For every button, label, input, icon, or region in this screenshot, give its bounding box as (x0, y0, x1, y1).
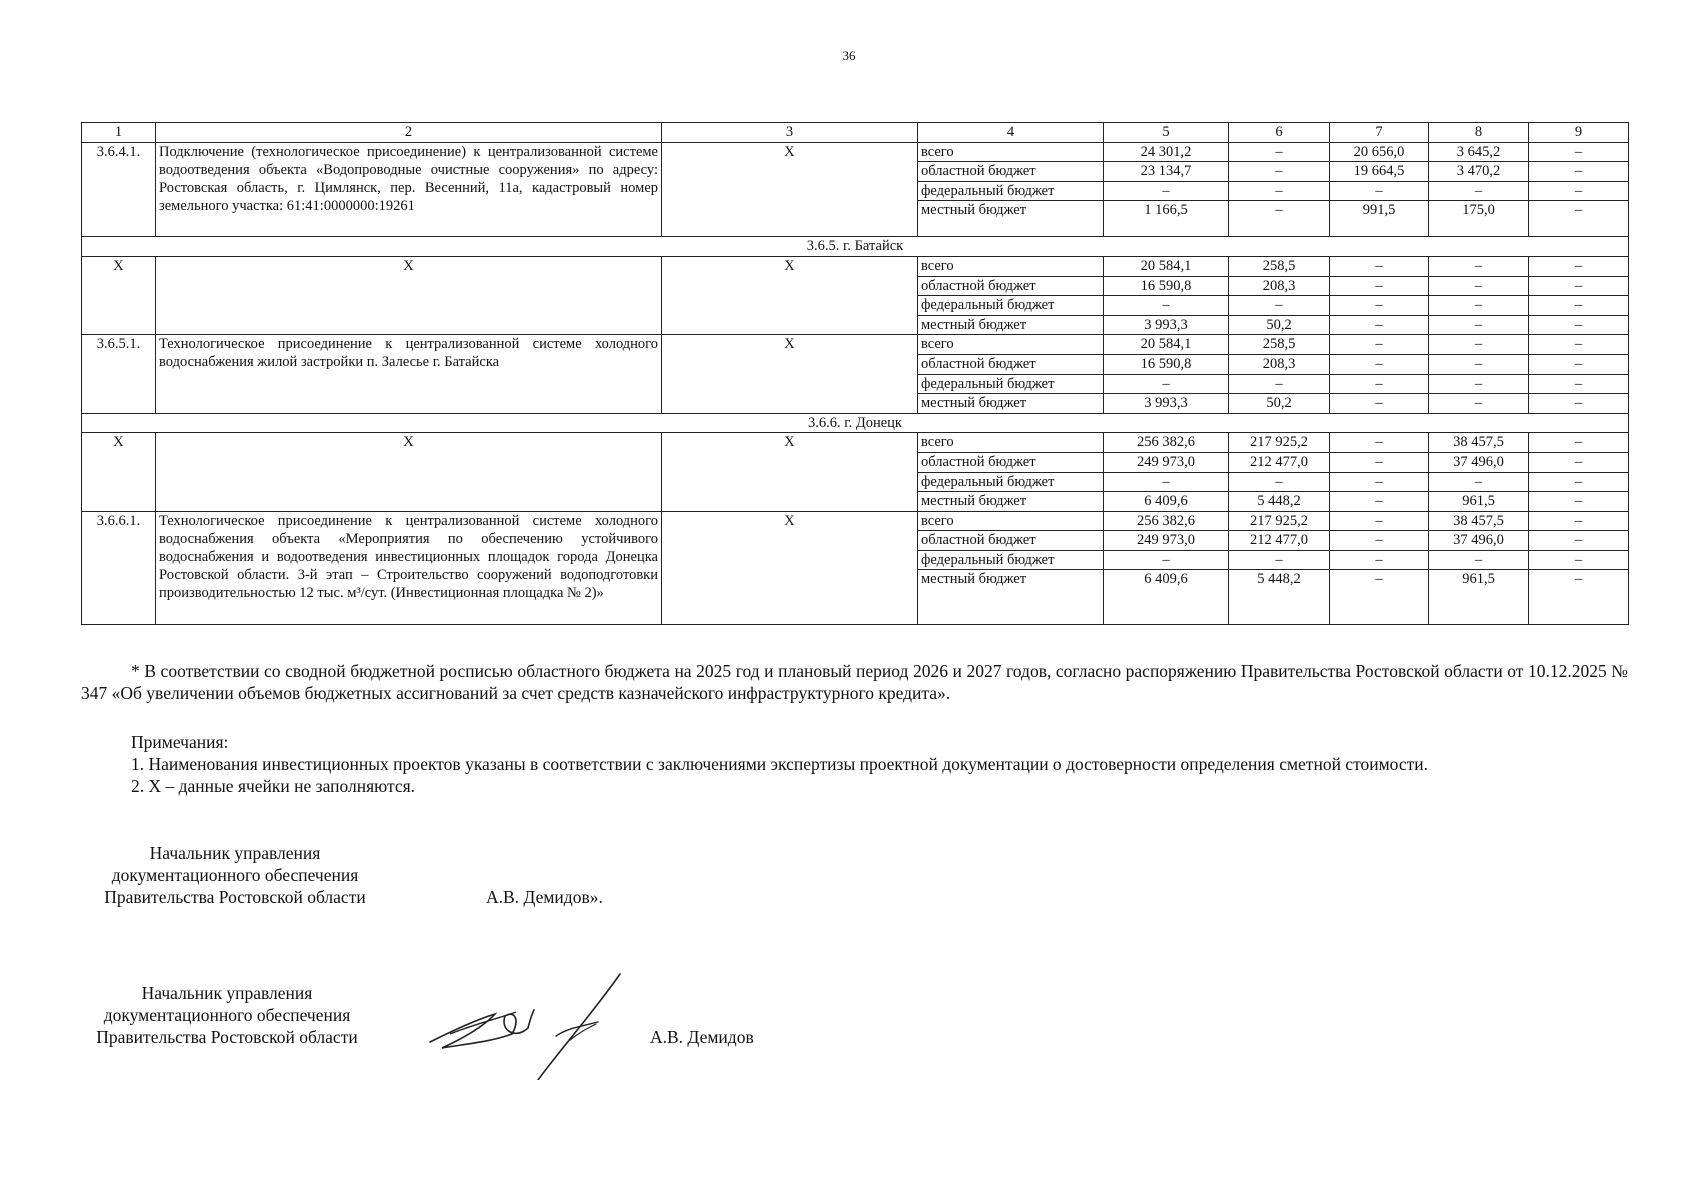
amount-cell: – (1104, 181, 1229, 201)
column-3-value: Х (662, 256, 918, 334)
section-row (82, 413, 1629, 433)
column-header: 5 (1104, 123, 1229, 143)
item-description: Технологическое присоединение к централизованной системе холодного водоснабжения жилой застройки п. Залесье г. Батайска (156, 335, 662, 413)
budget-source-label: всего (918, 433, 1104, 453)
amount-cell: – (1529, 394, 1629, 414)
amount-cell: – (1104, 472, 1229, 492)
amount-cell: – (1429, 181, 1529, 201)
budget-source-label: всего (918, 142, 1104, 162)
position-line: Правительства Ростовской области (96, 1027, 358, 1047)
amount-cell: – (1529, 433, 1629, 453)
amount-cell: – (1529, 472, 1629, 492)
budget-source-label: областной бюджет (918, 531, 1104, 551)
column-header: 2 (156, 123, 662, 143)
amount-cell: – (1229, 142, 1330, 162)
amount-cell: – (1529, 550, 1629, 570)
total-marker: Х (82, 433, 156, 511)
column-3-value: Х (662, 511, 918, 625)
position-line: Начальник управления (149, 843, 321, 863)
amount-cell: – (1330, 256, 1429, 276)
amount-cell: – (1529, 296, 1629, 316)
amount-cell: – (1429, 256, 1529, 276)
column-3-value: Х (662, 335, 918, 413)
notes-title: Примечания: (131, 732, 229, 752)
amount-cell: – (1330, 394, 1429, 414)
amount-cell: 16 590,8 (1104, 276, 1229, 296)
amount-cell: – (1429, 354, 1529, 374)
amount-cell: – (1330, 511, 1429, 531)
amount-cell: 24 301,2 (1104, 142, 1229, 162)
amount-cell: – (1529, 570, 1629, 625)
section-title: 3.6.5. г. Батайск (82, 237, 1629, 257)
item-number: 3.6.6.1. (82, 511, 156, 625)
amount-cell: 20 584,1 (1104, 256, 1229, 276)
amount-cell: 961,5 (1429, 492, 1529, 512)
amount-cell: 217 925,2 (1229, 511, 1330, 531)
amount-cell: 19 664,5 (1330, 162, 1429, 182)
amount-cell: – (1330, 374, 1429, 394)
table-header-row (82, 123, 1629, 143)
budget-source-label: всего (918, 335, 1104, 355)
amount-cell: 23 134,7 (1104, 162, 1229, 182)
budget-table (81, 122, 1629, 625)
budget-source-label: местный бюджет (918, 315, 1104, 335)
amount-cell: – (1529, 335, 1629, 355)
amount-cell: 38 457,5 (1429, 433, 1529, 453)
amount-cell: – (1330, 570, 1429, 625)
amount-cell: – (1529, 452, 1629, 472)
amount-cell: – (1529, 142, 1629, 162)
amount-cell: 991,5 (1330, 201, 1429, 237)
amount-cell: – (1529, 354, 1629, 374)
budget-source-label: всего (918, 511, 1104, 531)
amount-cell: 256 382,6 (1104, 433, 1229, 453)
amount-cell: – (1529, 374, 1629, 394)
handwritten-signature (420, 970, 650, 1080)
amount-cell: – (1330, 181, 1429, 201)
budget-source-label: областной бюджет (918, 452, 1104, 472)
amount-cell: 3 993,3 (1104, 315, 1229, 335)
amount-cell: – (1529, 492, 1629, 512)
position-line: Правительства Ростовской области (104, 887, 366, 907)
amount-cell: – (1229, 181, 1330, 201)
amount-cell: – (1429, 276, 1529, 296)
amount-cell: 50,2 (1229, 394, 1330, 414)
amount-cell: – (1330, 296, 1429, 316)
amount-cell: – (1229, 550, 1330, 570)
column-header: 6 (1229, 123, 1330, 143)
budget-source-label: местный бюджет (918, 394, 1104, 414)
note-item: 1. Наименования инвестиционных проектов указаны в соответствии с заключениями экспертизы проектной документации о достоверности определения сметной стоимости. (131, 754, 1429, 774)
amount-cell: 256 382,6 (1104, 511, 1229, 531)
column-header: 8 (1429, 123, 1529, 143)
amount-cell: – (1330, 276, 1429, 296)
amount-cell: – (1104, 550, 1229, 570)
amount-cell: – (1429, 315, 1529, 335)
table-row (82, 511, 1629, 531)
amount-cell: 258,5 (1229, 256, 1330, 276)
amount-cell: – (1330, 531, 1429, 551)
item-description: Подключение (технологическое присоединение) к централизованной системе водоотведения объекта «Водопроводные очистные сооружения» по адресу: Ростовская область, г. Цимлянск, пер. Весенний, 11а, кадастровый номер земельного участка: 61:41:0000000:19261 (156, 142, 662, 237)
budget-source-label: федеральный бюджет (918, 374, 1104, 394)
budget-source-label: федеральный бюджет (918, 296, 1104, 316)
amount-cell: – (1529, 162, 1629, 182)
position-line: Начальник управления (141, 983, 313, 1003)
amount-cell: 3 993,3 (1104, 394, 1229, 414)
amount-cell: – (1429, 550, 1529, 570)
amount-cell: 37 496,0 (1429, 531, 1529, 551)
amount-cell: 258,5 (1229, 335, 1330, 355)
amount-cell: – (1330, 472, 1429, 492)
amount-cell: – (1429, 296, 1529, 316)
table-row (82, 335, 1629, 355)
amount-cell: 3 645,2 (1429, 142, 1529, 162)
amount-cell: – (1330, 550, 1429, 570)
amount-cell: – (1104, 296, 1229, 316)
amount-cell: – (1529, 531, 1629, 551)
amount-cell: 1 166,5 (1104, 201, 1229, 237)
amount-cell: – (1229, 201, 1330, 237)
signature-block-position (72, 982, 382, 1048)
table-row (82, 256, 1629, 276)
item-number: 3.6.5.1. (82, 335, 156, 413)
amount-cell: – (1229, 162, 1330, 182)
amount-cell: 249 973,0 (1104, 452, 1229, 472)
table-row (82, 433, 1629, 453)
amount-cell: 20 584,1 (1104, 335, 1229, 355)
amount-cell: – (1330, 452, 1429, 472)
amount-cell: 5 448,2 (1229, 492, 1330, 512)
table-row (82, 142, 1629, 162)
amount-cell: – (1229, 296, 1330, 316)
notes (131, 731, 1428, 797)
amount-cell: 37 496,0 (1429, 452, 1529, 472)
position-line: документационного обеспечения (111, 865, 359, 885)
amount-cell: – (1330, 315, 1429, 335)
amount-cell: 20 656,0 (1330, 142, 1429, 162)
amount-cell: – (1529, 276, 1629, 296)
item-number: 3.6.4.1. (82, 142, 156, 237)
section-title: 3.6.6. г. Донецк (82, 413, 1629, 433)
budget-source-label: всего (918, 256, 1104, 276)
column-3-value: Х (662, 433, 918, 511)
column-header: 1 (82, 123, 156, 143)
signatory-name: А.В. Демидов (650, 1027, 754, 1047)
note-item: 2. Х – данные ячейки не заполняются. (131, 776, 416, 796)
amount-cell: 50,2 (1229, 315, 1330, 335)
amount-cell: 208,3 (1229, 276, 1330, 296)
amount-cell: – (1104, 374, 1229, 394)
amount-cell: – (1330, 335, 1429, 355)
amount-cell: – (1330, 354, 1429, 374)
budget-source-label: местный бюджет (918, 201, 1104, 237)
amount-cell: 175,0 (1429, 201, 1529, 237)
amount-cell: – (1529, 181, 1629, 201)
amount-cell: – (1429, 374, 1529, 394)
amount-cell: 6 409,6 (1104, 492, 1229, 512)
total-marker: Х (156, 433, 662, 511)
signature-block-position (80, 842, 390, 908)
budget-source-label: областной бюджет (918, 162, 1104, 182)
amount-cell: – (1429, 335, 1529, 355)
amount-cell: – (1529, 256, 1629, 276)
amount-cell: – (1229, 374, 1330, 394)
amount-cell: – (1529, 315, 1629, 335)
amount-cell: 6 409,6 (1104, 570, 1229, 625)
amount-cell: – (1429, 394, 1529, 414)
amount-cell: 3 470,2 (1429, 162, 1529, 182)
amount-cell: 38 457,5 (1429, 511, 1529, 531)
position-line: документационного обеспечения (103, 1005, 351, 1025)
amount-cell: 212 477,0 (1229, 531, 1330, 551)
budget-source-label: федеральный бюджет (918, 472, 1104, 492)
budget-source-label: федеральный бюджет (918, 550, 1104, 570)
amount-cell: – (1529, 511, 1629, 531)
page-number: 36 (842, 48, 856, 63)
amount-cell: 961,5 (1429, 570, 1529, 625)
budget-source-label: федеральный бюджет (918, 181, 1104, 201)
amount-cell: – (1429, 472, 1529, 492)
budget-source-label: областной бюджет (918, 354, 1104, 374)
amount-cell: 5 448,2 (1229, 570, 1330, 625)
amount-cell: 217 925,2 (1229, 433, 1330, 453)
amount-cell: – (1330, 492, 1429, 512)
column-header: 3 (662, 123, 918, 143)
amount-cell: 249 973,0 (1104, 531, 1229, 551)
amount-cell: 212 477,0 (1229, 452, 1330, 472)
budget-source-label: местный бюджет (918, 570, 1104, 625)
amount-cell: 208,3 (1229, 354, 1330, 374)
total-marker: Х (82, 256, 156, 334)
amount-cell: 16 590,8 (1104, 354, 1229, 374)
total-marker: Х (156, 256, 662, 334)
footnote: * В соответствии со сводной бюджетной росписью областного бюджета на 2025 год и плановый период 2026 и 2027 годов, согласно распоряжению Правительства Ростовской области от 10.12.2025 № 347 «Об увеличении объемов бюджетных ассигнований за счет средств казначейского инфраструктурного кредита». (81, 661, 1628, 703)
column-3-value: Х (662, 142, 918, 237)
amount-cell: – (1529, 201, 1629, 237)
budget-source-label: местный бюджет (918, 492, 1104, 512)
item-description: Технологическое присоединение к централизованной системе холодного водоснабжения объекта «Мероприятия по обеспечению устойчивого водоснабжения и водоотведения инвестиционных площадок города Донецка Ростовской области. 3-й этап – Строительство сооружений водоподготовки производительностью 12 тыс. м³/сут. (Инвестиционная площадка № 2)» (156, 511, 662, 625)
budget-source-label: областной бюджет (918, 276, 1104, 296)
amount-cell: – (1229, 472, 1330, 492)
signatory-name: А.В. Демидов». (486, 887, 603, 907)
column-header: 4 (918, 123, 1104, 143)
amount-cell: – (1330, 433, 1429, 453)
section-row (82, 237, 1629, 257)
column-header: 9 (1529, 123, 1629, 143)
column-header: 7 (1330, 123, 1429, 143)
